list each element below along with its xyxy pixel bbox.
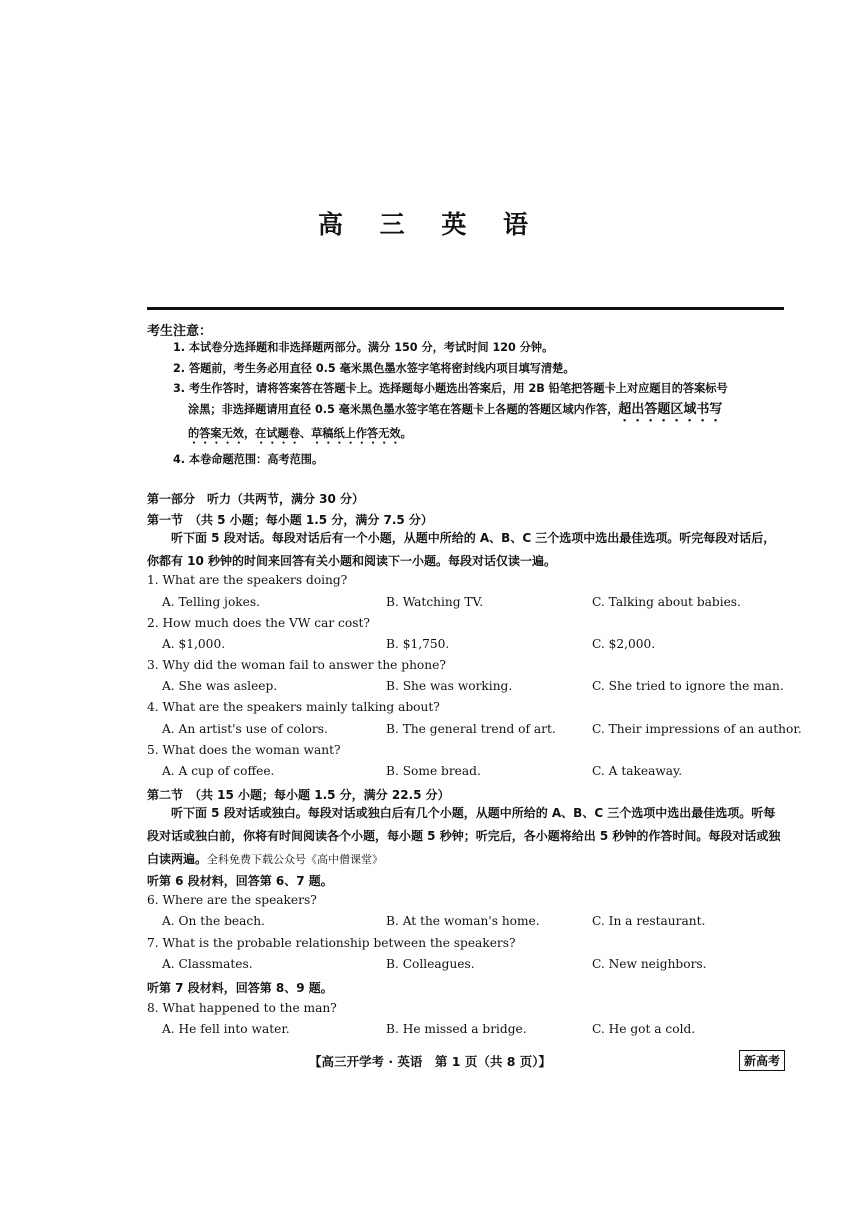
question-3-option-b: B. She was working. — [386, 679, 513, 693]
question-5-option-a: A. A cup of coffee. — [162, 764, 275, 778]
question-5-option-b: B. Some bread. — [386, 764, 481, 778]
question-7-option-c: C. New neighbors. — [592, 957, 707, 971]
question-7-option-a: A. Classmates. — [162, 957, 253, 971]
notice-item-3-emphasis: 超出答题区域书写 — [618, 402, 723, 417]
title-divider — [147, 307, 784, 310]
material-6-heading: 听第 6 段材料，回答第 6、7 题。 — [147, 874, 333, 888]
material-7-heading: 听第 7 段材料，回答第 8、9 题。 — [147, 981, 333, 995]
section2-instructions-text: 听下面 5 段对话或独白。每段对话或独白后有几个小题，从题中所给的 A、B、C 三个选项中选出最佳选项。听每段对话或独白前，你将有时间阅读各个小题，每小题 5 秒钟；听完后，各小题将给出 5 秒钟的作答时间。每段对话或独白读两遍。 — [147, 806, 781, 866]
question-2: 2. How much does the VW car cost? — [147, 616, 370, 630]
question-6: 6. Where are the speakers? — [147, 893, 317, 907]
page-title: 高 三 英 语 — [317, 210, 543, 239]
notice-item-3-line-2 — [188, 402, 800, 425]
question-3-option-a: A. She was asleep. — [162, 679, 278, 693]
question-6-option-c: C. In a restaurant. — [592, 914, 706, 928]
question-6-option-b: B. At the woman's home. — [386, 914, 540, 928]
question-2-option-b: B. $1,750. — [386, 637, 450, 651]
notice-heading: 考生注意： — [147, 324, 213, 339]
notice-item-3-line-3: 的答案无效，在试题卷、草稿纸上作答无效。 — [188, 427, 412, 440]
question-4-option-c: C. Their impressions of an author. — [592, 722, 802, 736]
question-5: 5. What does the woman want? — [147, 743, 341, 757]
question-7: 7. What is the probable relationship between the speakers? — [147, 936, 516, 950]
question-7-option-b: B. Colleagues. — [386, 957, 475, 971]
question-1-option-b: B. Watching TV. — [386, 595, 484, 609]
question-2-option-c: C. $2,000. — [592, 637, 656, 651]
section2-note: 全科免费下载公众号《高中僧课堂》 — [207, 853, 384, 866]
question-4-option-a: A. An artist's use of colors. — [162, 722, 328, 736]
question-1-option-c: C. Talking about babies. — [592, 595, 741, 609]
section2-instructions — [147, 802, 787, 871]
question-8: 8. What happened to the man? — [147, 1001, 337, 1015]
section2-heading: 第二节 （共 15 小题；每小题 1.5 分，满分 22.5 分） — [147, 788, 450, 802]
question-4: 4. What are the speakers mainly talking about? — [147, 700, 440, 714]
section1-heading: 第一节 （共 5 小题；每小题 1.5 分，满分 7.5 分） — [147, 513, 433, 527]
question-5-option-c: C. A takeaway. — [592, 764, 683, 778]
question-2-option-a: A. $1,000. — [162, 637, 226, 651]
question-1: 1. What are the speakers doing? — [147, 573, 348, 587]
question-8-option-c: C. He got a cold. — [592, 1022, 696, 1036]
question-6-option-a: A. On the beach. — [162, 914, 265, 928]
question-8-option-b: B. He missed a bridge. — [386, 1022, 527, 1036]
notice-item-3-text: 涂黑；非选择题请用直径 0.5 毫米黑色墨水签字笔在答题卡上各题的答题区域内作答， — [188, 403, 619, 416]
notice-item-2: 2. 答题前，考生务必用直径 0.5 毫米黑色墨水签字笔将密封线内项目填写清楚。 — [173, 362, 575, 375]
question-3-option-c: C. She tried to ignore the man. — [592, 679, 784, 693]
question-1-option-a: A. Telling jokes. — [162, 595, 261, 609]
question-8-option-a: A. He fell into water. — [162, 1022, 290, 1036]
section1-instructions: 听下面 5 段对话。每段对话后有一个小题，从题中所给的 A、B、C 三个选项中选出最佳选项。听完每段对话后，你都有 10 秒钟的时间来回答有关小题和阅读下一小题。每段对话仅读一遍。 — [147, 531, 776, 568]
notice-item-1: 1. 本试卷分选择题和非选择题两部分。满分 150 分，考试时间 120 分钟。 — [173, 341, 554, 354]
part1-heading: 第一部分 听力（共两节，满分 30 分） — [147, 492, 365, 506]
question-3: 3. Why did the woman fail to answer the phone? — [147, 658, 446, 672]
question-4-option-b: B. The general trend of art. — [386, 722, 556, 736]
page-footer: 【高三开学考 · 英语 第 1 页（共 8 页）】 — [308, 1054, 551, 1069]
notice-item-4: 4. 本卷命题范围：高考范围。 — [173, 453, 324, 466]
exam-type-badge: 新高考 — [739, 1050, 785, 1071]
notice-item-3-line-1: 3. 考生作答时，请将答案答在答题卡上。选择题每小题选出答案后，用 2B 铅笔把答题卡上对应题目的答案标号 — [173, 382, 728, 395]
